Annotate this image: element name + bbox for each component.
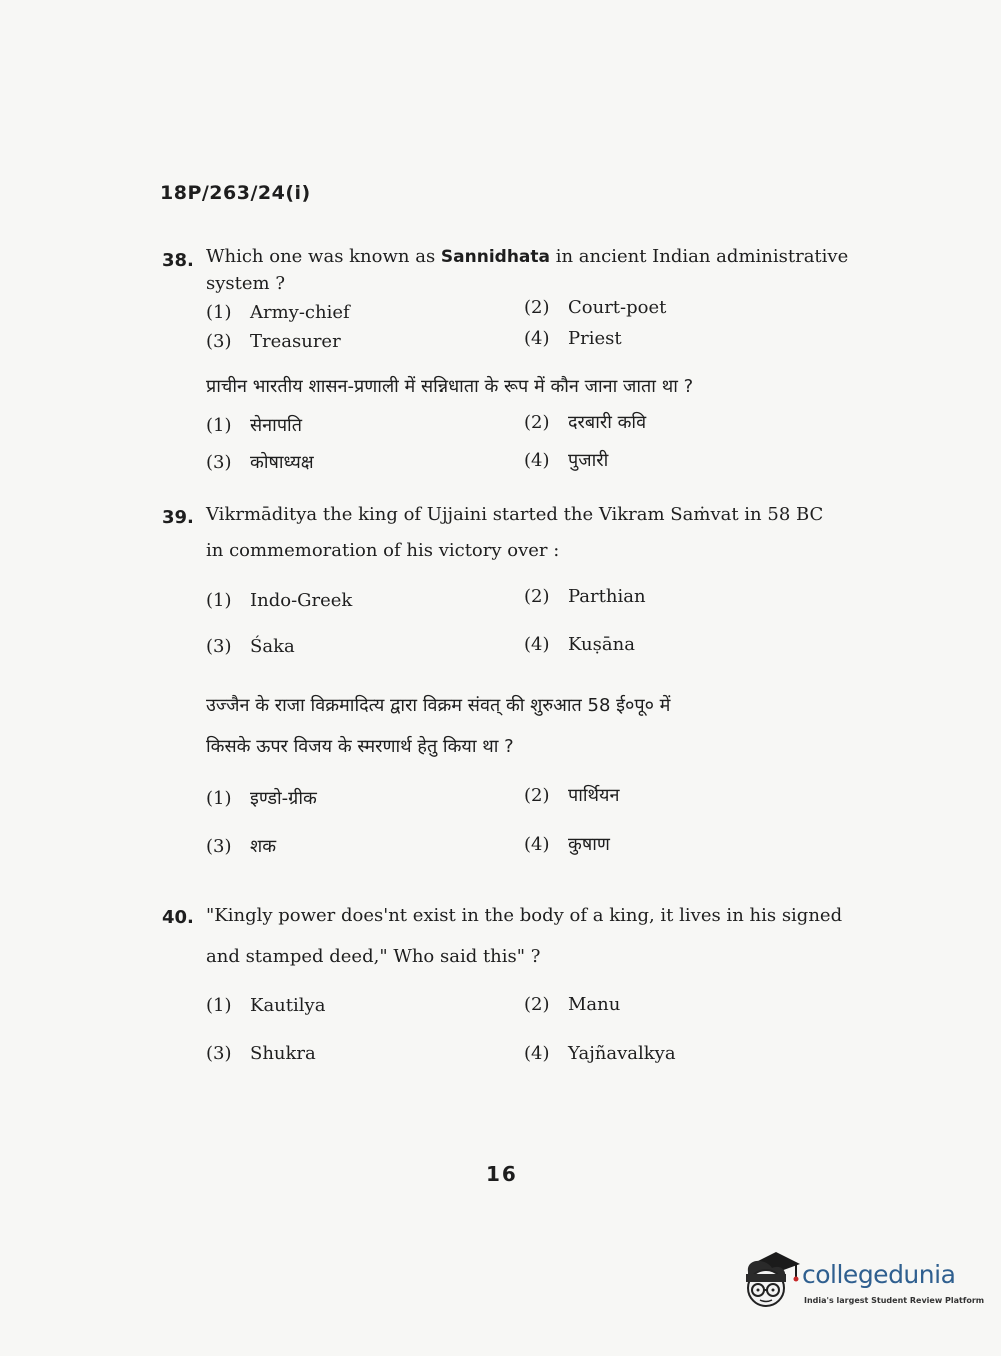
highlight-term: Sannidhata	[440, 247, 550, 267]
question-text-en: Which one was known as Sannidhata in ancient Indian administrative	[206, 246, 849, 267]
option-en: (2) Parthian	[524, 586, 646, 607]
option-en: (4) Yajñavalkya	[524, 1043, 676, 1064]
option-en: (2) Manu	[524, 994, 621, 1015]
question-number: 39.	[162, 507, 194, 528]
option-en: (1) Kautilya	[206, 995, 326, 1016]
option-hi: (3) कोषाध्यक्ष	[206, 452, 314, 473]
paper-code: 18P/263/24(i)	[160, 182, 311, 204]
question-number: 40.	[162, 907, 194, 928]
brand-name: collegedunia	[802, 1260, 956, 1289]
question-text-en-line2: system ?	[206, 273, 285, 294]
option-hi: (1) इण्डो-ग्रीक	[206, 788, 317, 809]
question-text-en-line2: in commemoration of his victory over :	[206, 540, 560, 561]
question-text-en: Vikrmāditya the king of Ujjaini started the Vikram Saṁvat in 58 BC	[206, 504, 824, 525]
question-text-hi: प्राचीन भारतीय शासन-प्रणाली में सन्निधाता के रूप में कौन जाना जाता था ?	[206, 376, 694, 397]
page-number: 16	[486, 1162, 518, 1186]
option-en: (4) Kuṣāna	[524, 634, 635, 655]
question-text-hi-line2: किसके ऊपर विजय के स्मरणार्थ हेतु किया था ?	[206, 736, 514, 757]
question-text-en-line2: and stamped deed," Who said this" ?	[206, 946, 541, 967]
brand-tagline: India's largest Student Review Platform	[804, 1296, 985, 1305]
option-en: (1) Indo-Greek	[206, 590, 353, 611]
option-hi: (4) कुषाण	[524, 834, 610, 855]
option-hi: (2) दरबारी कवि	[524, 412, 647, 433]
option-en: (3) Shukra	[206, 1043, 316, 1064]
option-hi: (3) शक	[206, 836, 277, 857]
option-en: (3) Śaka	[206, 636, 295, 657]
option-hi: (4) पुजारी	[524, 450, 609, 471]
question-text-hi: उज्जैन के राजा विक्रमादित्य द्वारा विक्रम संवत् की शुरुआत 58 ई०पू० में	[206, 695, 671, 716]
option-hi: (2) पार्थियन	[524, 785, 620, 806]
question-number: 38.	[162, 250, 194, 271]
option-en: (3) Treasurer	[206, 331, 341, 352]
mascot-icon	[742, 1252, 800, 1310]
question-text-en: "Kingly power does'nt exist in the body of a king, it lives in his signed	[206, 905, 843, 926]
option-en: (4) Priest	[524, 328, 622, 349]
collegedunia-logo[interactable]	[742, 1252, 985, 1322]
option-hi: (1) सेनापति	[206, 415, 302, 436]
option-en: (1) Army-chief	[206, 302, 350, 323]
option-en: (2) Court-poet	[524, 297, 667, 318]
